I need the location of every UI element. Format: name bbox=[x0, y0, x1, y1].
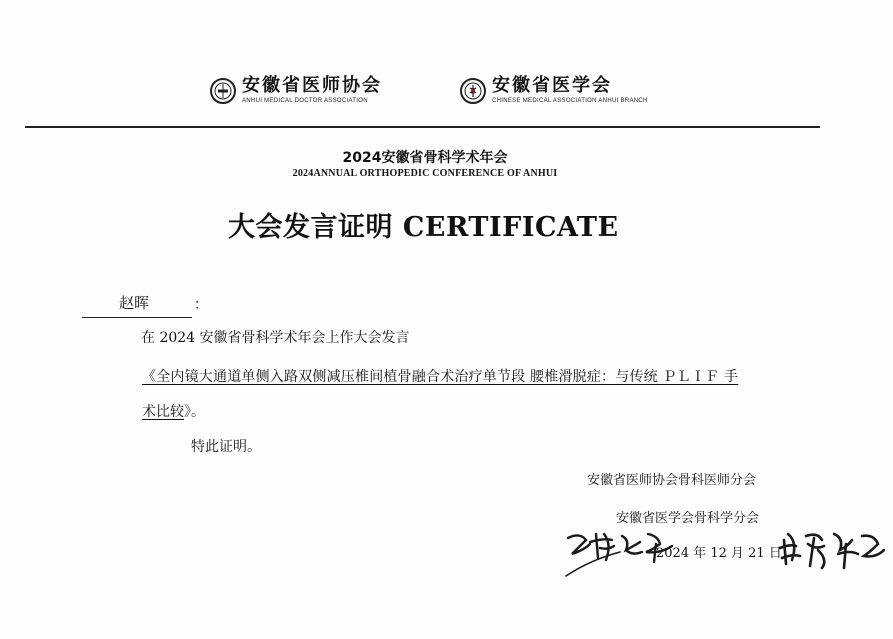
org2-name-en: CHINESE MEDICAL ASSOCIATION ANHUI BRANCH bbox=[492, 98, 648, 104]
recipient-name: 赵晖 bbox=[119, 294, 150, 312]
talk-title-line2-wrapper bbox=[142, 401, 205, 421]
medical-association-seal-icon bbox=[460, 78, 486, 104]
closing-statement: 特此证明。 bbox=[191, 439, 261, 455]
talk-title-line1: 《全内镜大通道单侧入路双侧减压椎间植骨融合术治疗单节段 腰椎滑脱症：与传统 ＰＬＩＦ 手 bbox=[142, 369, 739, 385]
org2-header bbox=[460, 76, 648, 105]
talk-title-end: 》。 bbox=[184, 404, 205, 420]
conference-title-cn: 2024安徽省骨科学术年会 bbox=[342, 150, 508, 166]
signature-right bbox=[778, 520, 888, 575]
signature-left bbox=[560, 520, 690, 580]
talk-title-line2: 术比较 bbox=[142, 404, 184, 420]
org2-name-cn: 安徽省医学会 bbox=[492, 75, 612, 96]
certificate-title: 大会发言证明 CERTIFICATE bbox=[228, 212, 619, 243]
speech-statement: 在 2024 安徽省骨科学术年会上作大会发言 bbox=[141, 330, 410, 346]
recipient-colon: ： bbox=[194, 297, 208, 313]
issue-date: 2024 年 12 月 21 日 bbox=[656, 546, 782, 561]
issuer-2: 安徽省医学会骨科学分会 bbox=[616, 511, 760, 526]
amda-seal-icon bbox=[210, 78, 236, 104]
header-divider bbox=[25, 126, 820, 128]
org1-header bbox=[210, 76, 382, 105]
issuer-1: 安徽省医师协会骨科医师分会 bbox=[587, 473, 757, 488]
org1-name-cn: 安徽省医师协会 bbox=[242, 75, 382, 96]
org1-name-en: ANHUI MEDICAL DOCTOR ASSOCIATION bbox=[242, 98, 368, 104]
conference-title-en: 2024ANNUAL ORTHOPEDIC CONFERENCE OF ANHUI bbox=[292, 168, 558, 179]
